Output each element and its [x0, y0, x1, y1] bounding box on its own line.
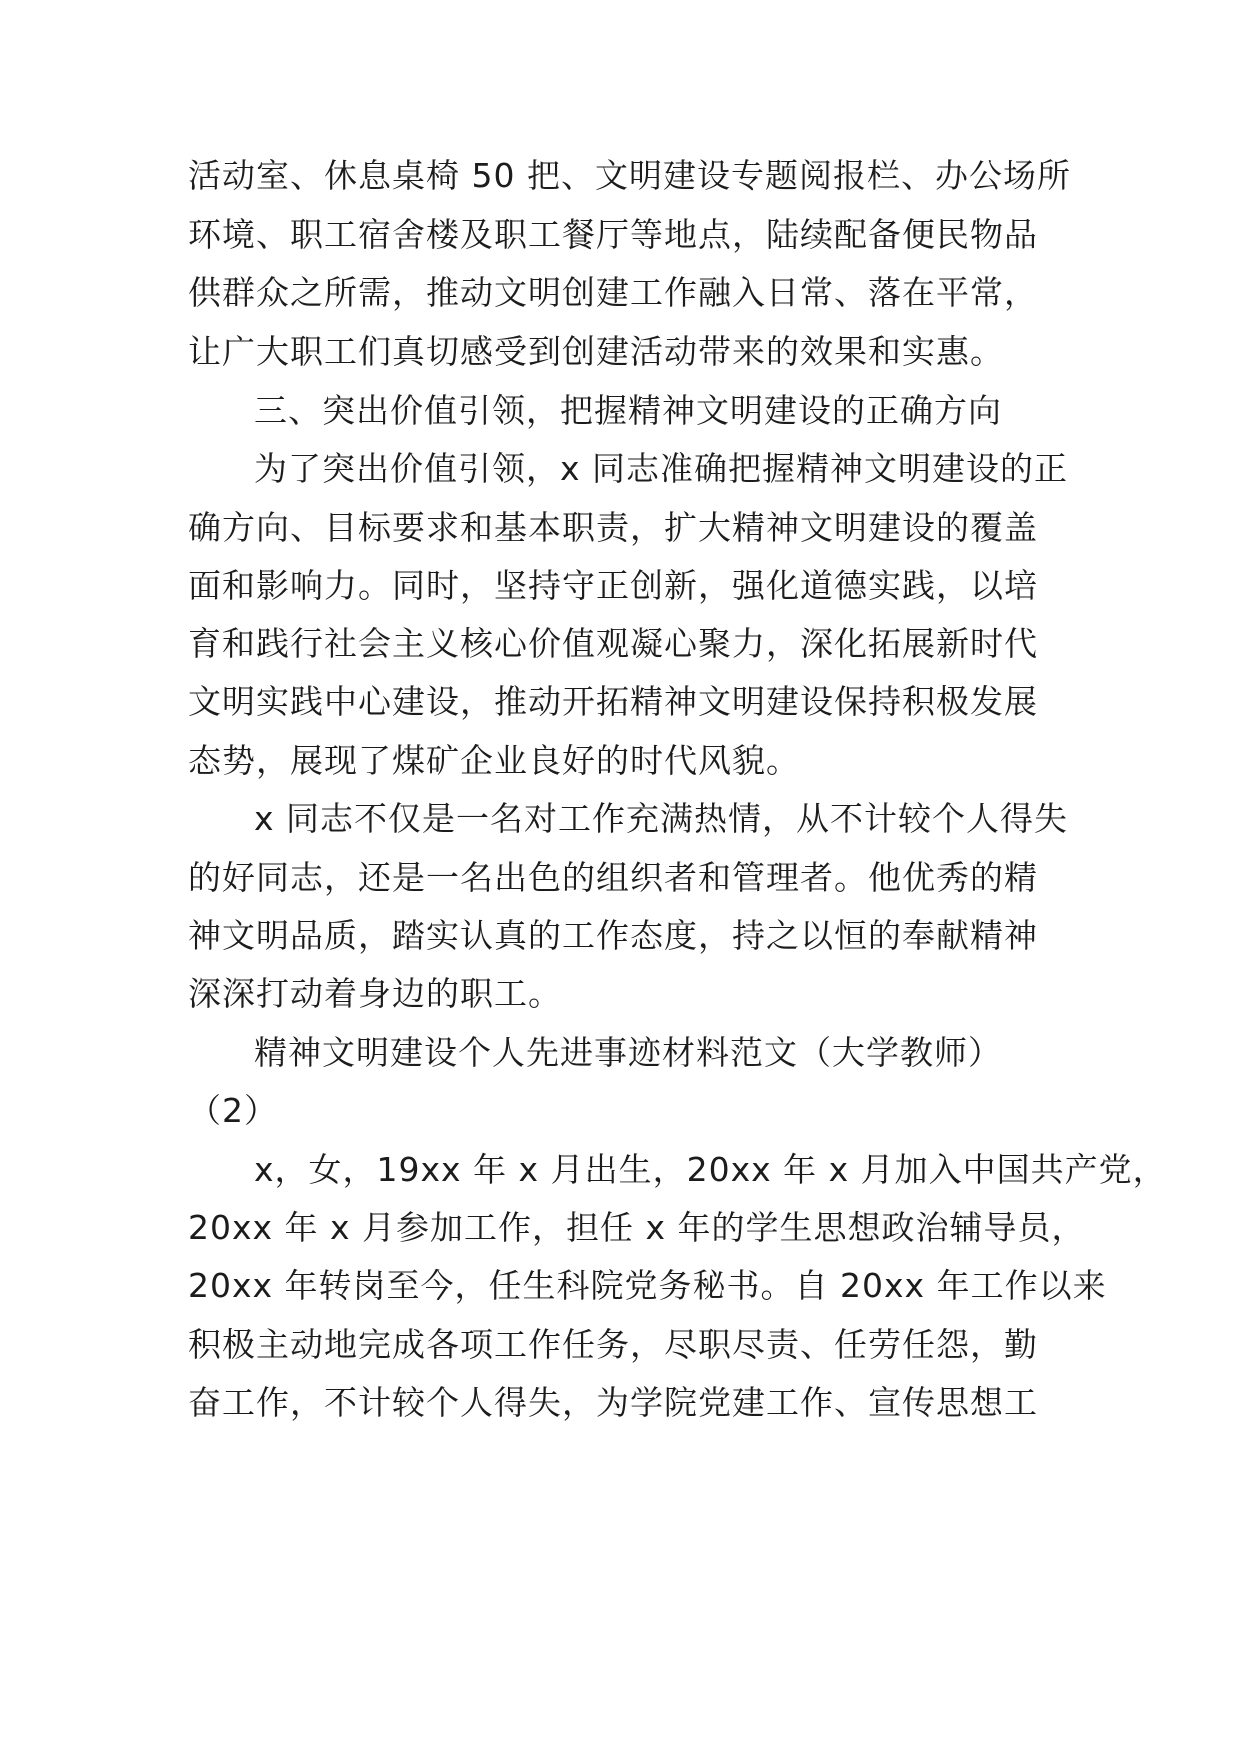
body-text-line: 文明实践中心建设，推动开拓精神文明建设保持积极发展	[188, 682, 1038, 721]
body-text-line: x，女，19xx 年 x 月出生，20xx 年 x 月加入中国共产党，	[254, 1150, 1167, 1189]
article-title-number: （2）	[188, 1091, 278, 1130]
body-text-line: 活动室、休息桌椅 50 把、文明建设专题阅报栏、办公场所	[188, 156, 1071, 195]
body-text-line: 奋工作，不计较个人得失，为学院党建工作、宣传思想工	[188, 1383, 1038, 1422]
article-title: 精神文明建设个人先进事迹材料范文（大学教师）	[254, 1033, 1002, 1072]
body-text-line: x 同志不仅是一名对工作充满热情，从不计较个人得失	[254, 799, 1069, 838]
body-text-line: 面和影响力。同时，坚持守正创新，强化道德实践，以培	[188, 566, 1038, 605]
body-text-line: 为了突出价值引领，x 同志准确把握精神文明建设的正	[254, 449, 1069, 488]
body-text-line: 确方向、目标要求和基本职责，扩大精神文明建设的覆盖	[188, 508, 1038, 547]
body-text-line: 供群众之所需，推动文明创建工作融入日常、落在平常，	[188, 273, 1038, 312]
section-heading: 三、突出价值引领，把握精神文明建设的正确方向	[254, 391, 1002, 430]
body-text-line: 育和践行社会主义核心价值观凝心聚力，深化拓展新时代	[188, 624, 1038, 663]
body-text-line: 神文明品质，踏实认真的工作态度，持之以恒的奉献精神	[188, 916, 1038, 955]
body-text-line: 20xx 年转岗至今，任生科院党务秘书。自 20xx 年工作以来	[188, 1266, 1107, 1305]
body-text-line: 积极主动地完成各项工作任务，尽职尽责、任劳任怨，勤	[188, 1325, 1038, 1364]
body-text-line: 态势，展现了煤矿企业良好的时代风貌。	[188, 741, 800, 780]
body-text-line: 深深打动着身边的职工。	[188, 974, 562, 1013]
body-text-line: 20xx 年 x 月参加工作，担任 x 年的学生思想政治辅导员，	[188, 1208, 1086, 1247]
body-text-line: 让广大职工们真切感受到创建活动带来的效果和实惠。	[188, 332, 1004, 371]
body-text-line: 环境、职工宿舍楼及职工餐厅等地点，陆续配备便民物品	[188, 215, 1038, 254]
body-text-line: 的好同志，还是一名出色的组织者和管理者。他优秀的精	[188, 858, 1038, 897]
